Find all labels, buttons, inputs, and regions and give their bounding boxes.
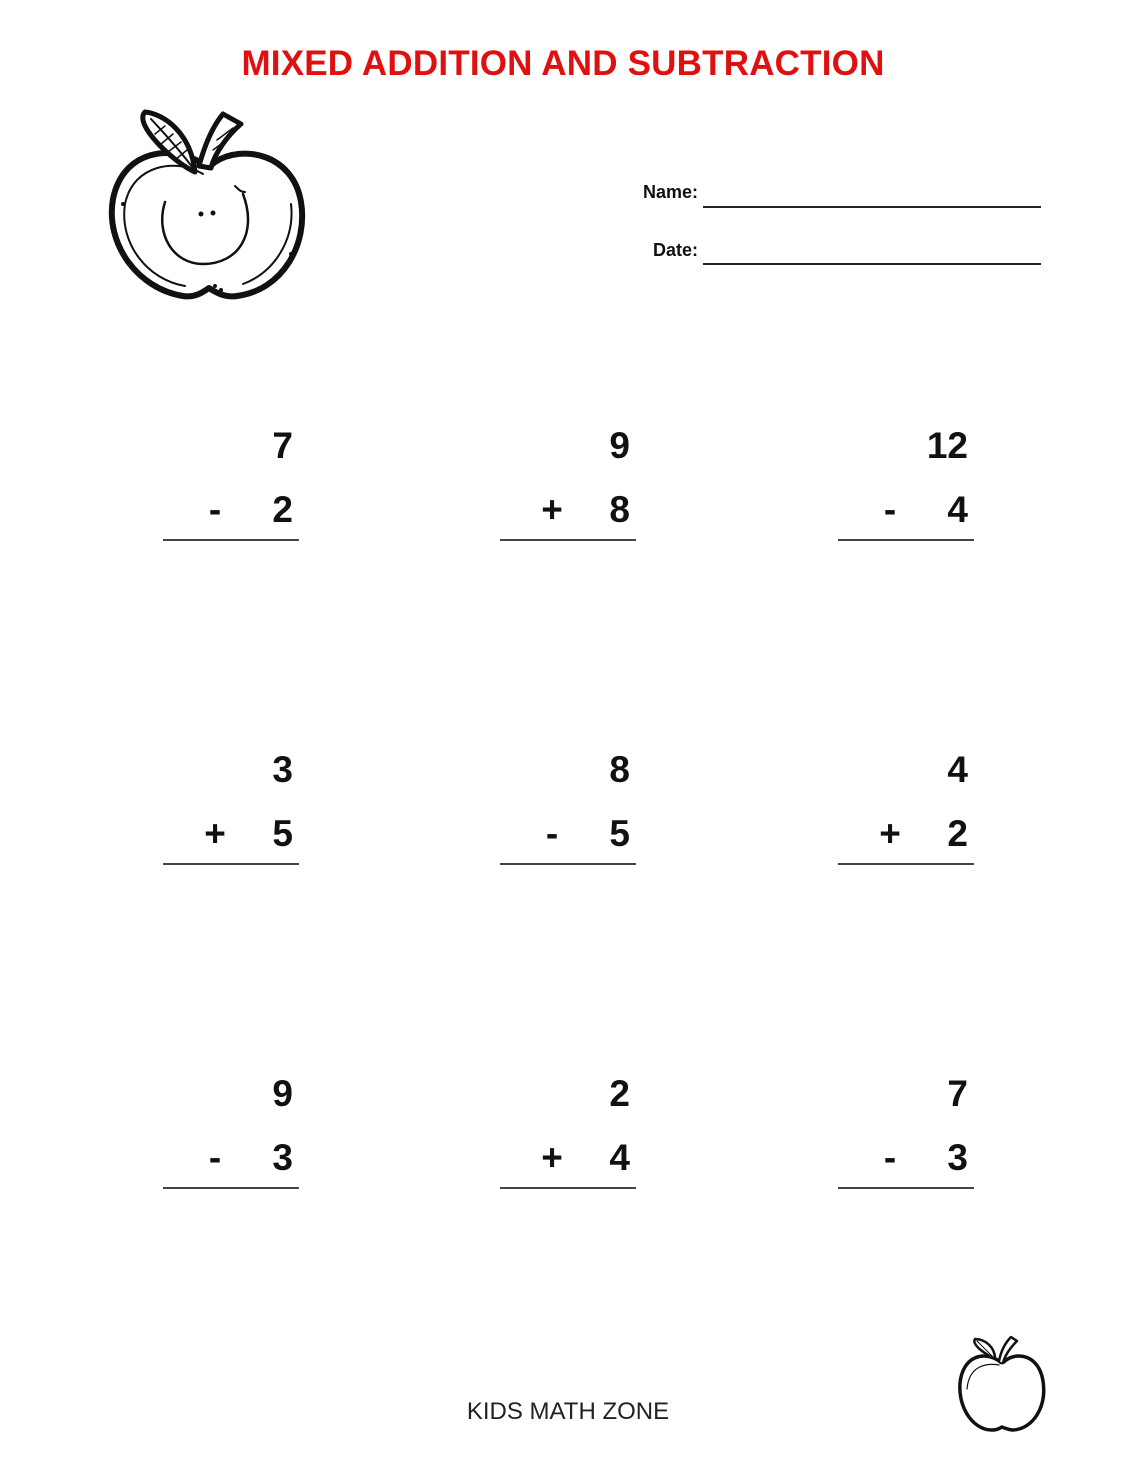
- bottom-number: 3: [272, 1137, 293, 1178]
- name-line[interactable]: [703, 206, 1041, 208]
- answer-line: [163, 1187, 299, 1189]
- name-field[interactable]: [600, 182, 698, 206]
- top-number: 2: [609, 1073, 630, 1114]
- problem: [498, 748, 638, 878]
- top-number: 8: [609, 749, 630, 790]
- bottom-number: 4: [609, 1137, 630, 1178]
- top-number: 12: [926, 425, 968, 466]
- answer-line: [163, 539, 299, 541]
- operator: -: [545, 813, 559, 854]
- bottom-number: 2: [947, 813, 968, 854]
- operator: -: [208, 489, 222, 530]
- bottom-number: 5: [272, 813, 293, 854]
- name-label: Name:: [642, 182, 698, 202]
- answer-line: [500, 539, 636, 541]
- problem: [498, 1072, 638, 1202]
- problem: [161, 1072, 301, 1202]
- answer-line: [838, 539, 974, 541]
- operator: -: [883, 1137, 897, 1178]
- bottom-number: 3: [947, 1137, 968, 1178]
- problem: [836, 424, 976, 554]
- answer-line: [838, 1187, 974, 1189]
- answer-line: [500, 1187, 636, 1189]
- date-line[interactable]: [703, 263, 1041, 265]
- page-title: MIXED ADDITION AND SUBTRACTION: [241, 44, 885, 83]
- answer-line: [500, 863, 636, 865]
- bottom-number: 8: [609, 489, 630, 530]
- top-number: 4: [947, 749, 968, 790]
- operator: -: [208, 1137, 222, 1178]
- apple-icon: [955, 1335, 1047, 1435]
- bottom-number: 2: [272, 489, 293, 530]
- top-number: 7: [947, 1073, 968, 1114]
- problem: [161, 424, 301, 554]
- operator: +: [879, 813, 901, 854]
- date-field[interactable]: [600, 240, 698, 264]
- operator: +: [541, 1137, 563, 1178]
- top-number: 9: [609, 425, 630, 466]
- problem: [836, 1072, 976, 1202]
- smiling-apple-icon: [103, 104, 313, 309]
- top-number: 7: [272, 425, 293, 466]
- problem: [836, 748, 976, 878]
- top-number: 3: [272, 749, 293, 790]
- operator: -: [883, 489, 897, 530]
- problem: [498, 424, 638, 554]
- operator: +: [204, 813, 226, 854]
- answer-line: [163, 863, 299, 865]
- footer-brand: KIDS MATH ZONE: [466, 1398, 670, 1425]
- problem: [161, 748, 301, 878]
- top-number: 9: [272, 1073, 293, 1114]
- operator: +: [541, 489, 563, 530]
- bottom-number: 4: [947, 489, 968, 530]
- answer-line: [838, 863, 974, 865]
- bottom-number: 5: [609, 813, 630, 854]
- date-label: Date:: [652, 240, 698, 260]
